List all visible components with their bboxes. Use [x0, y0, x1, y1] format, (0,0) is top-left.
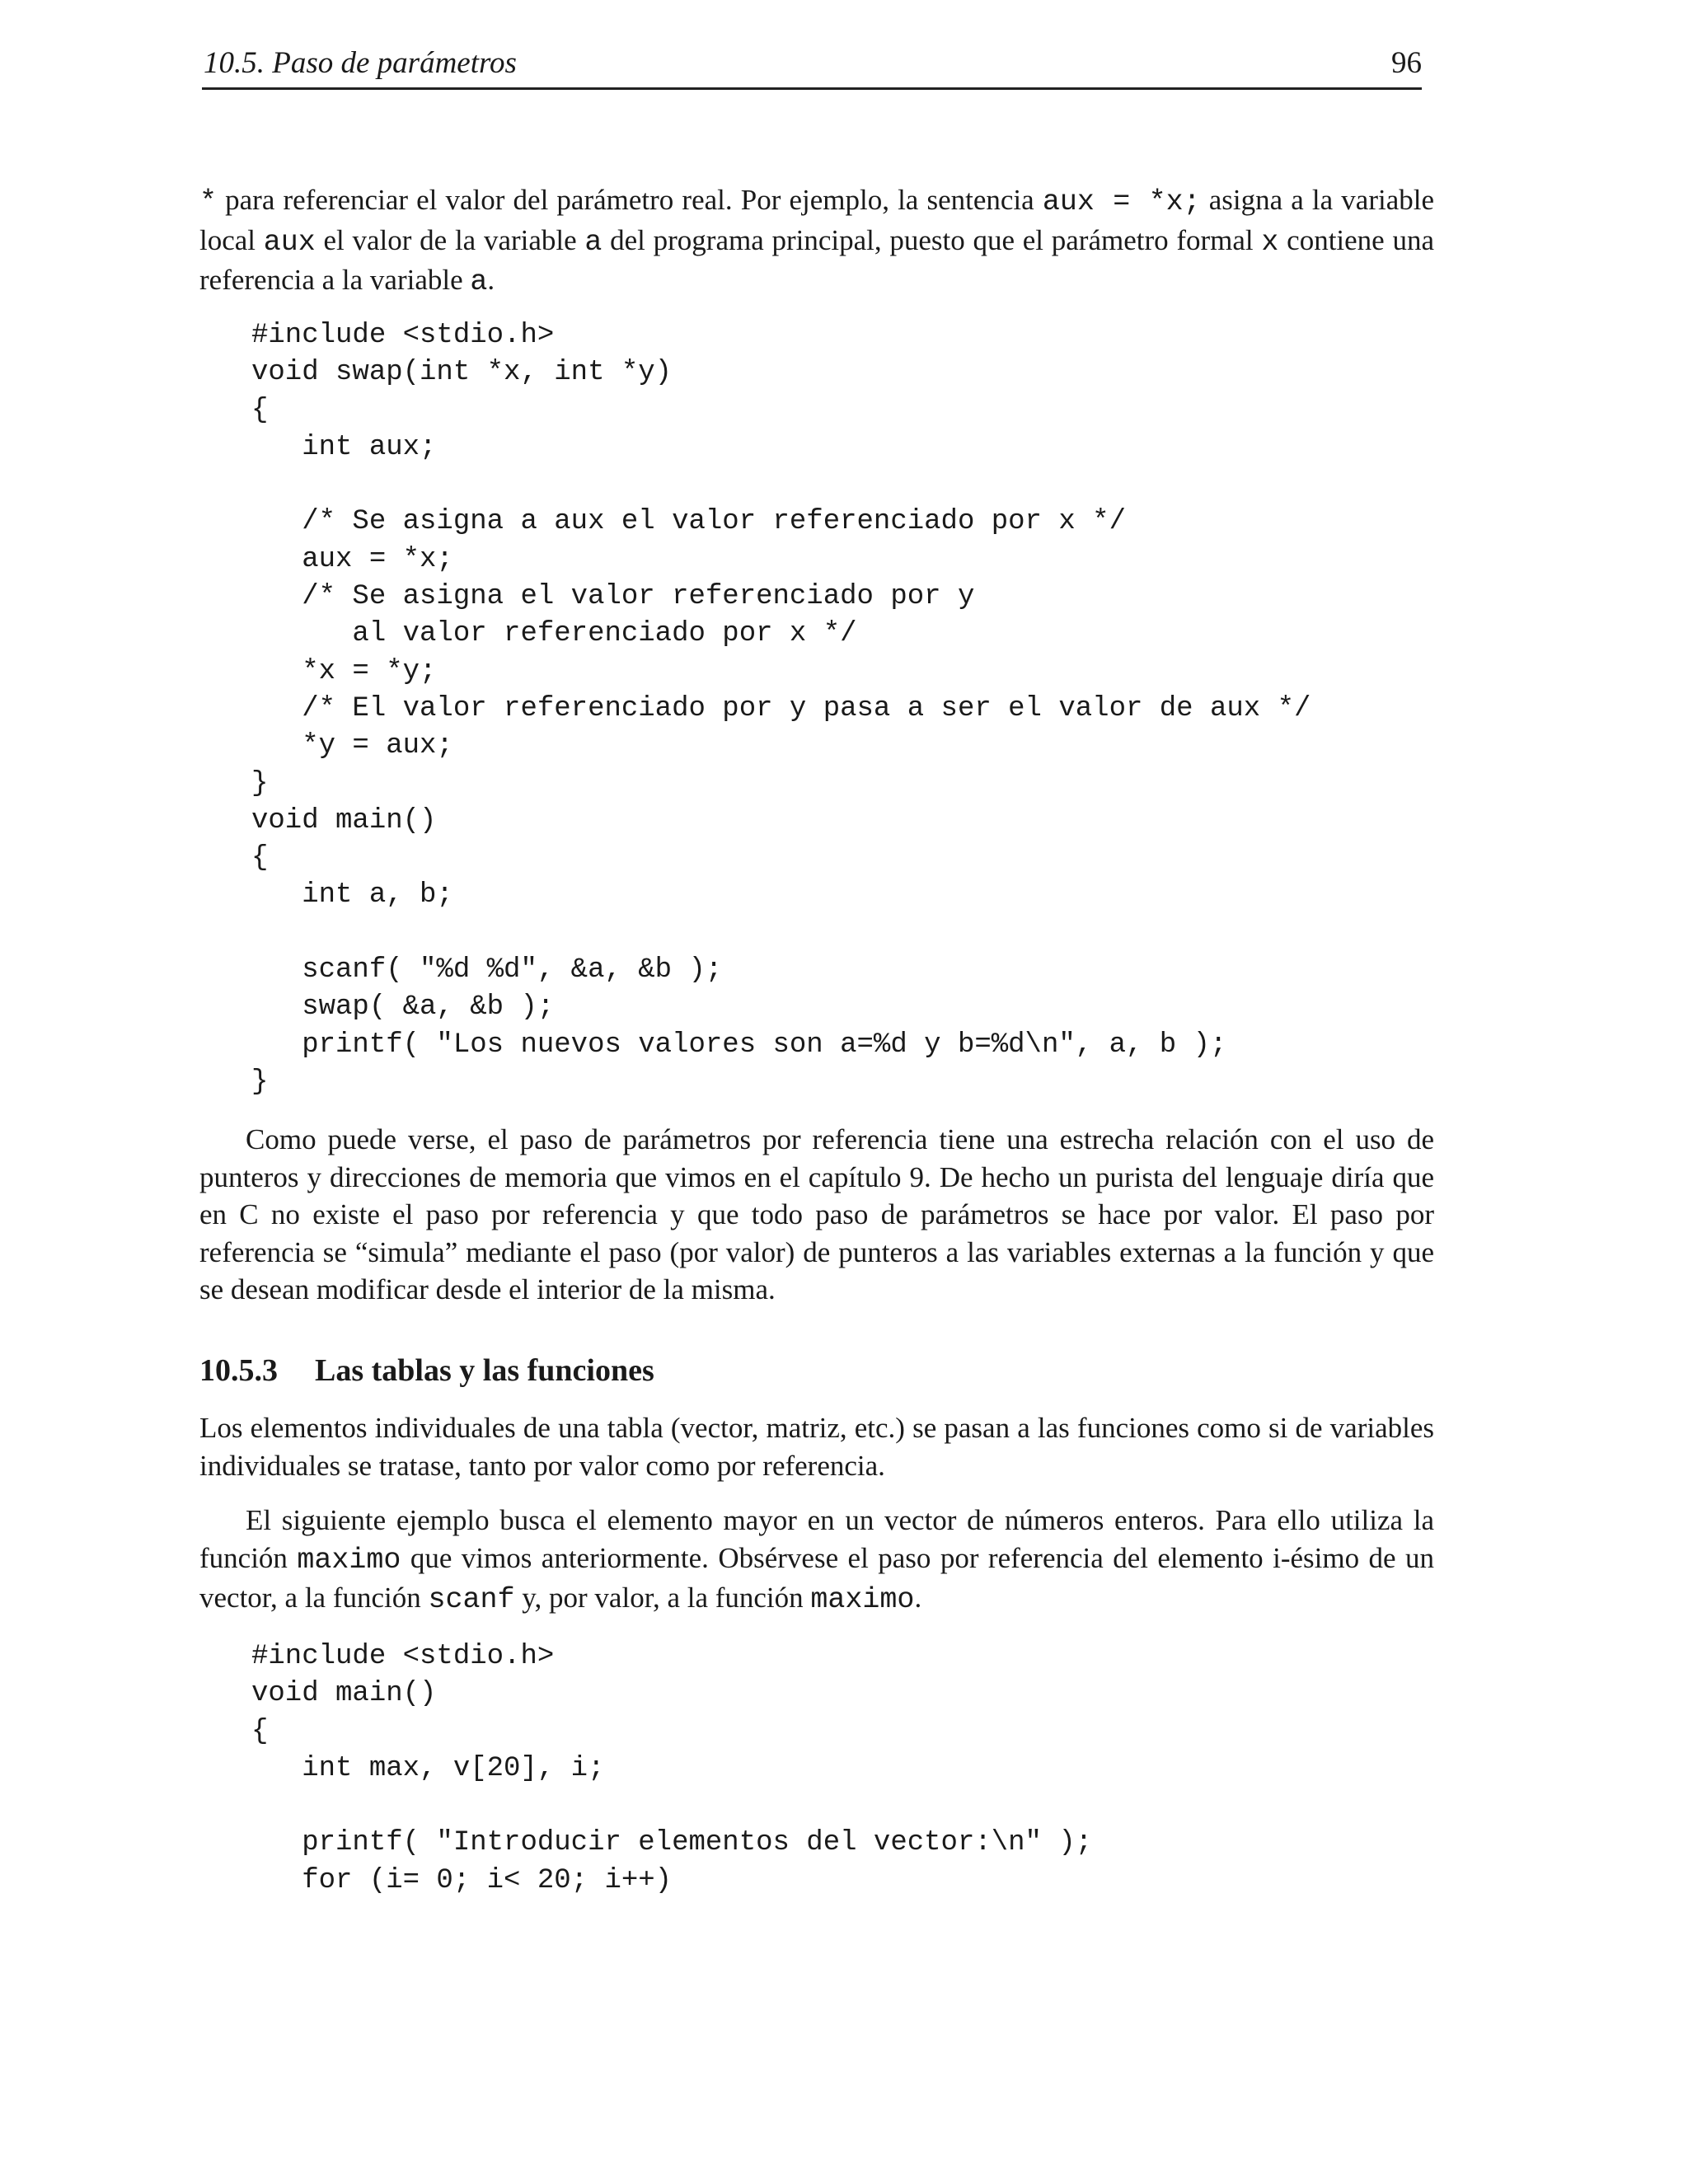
code-block-swap: #include <stdio.h> void swap(int *x, int *y) { int aux; /* Se asigna a aux el valor referenciado por x */ aux = *x; /* Se asigna el valor referenciado por y al valor referenciado por x */ *x = *y; /* El valor referenciado por y pasa a ser el valor de aux */ *y = aux; } void main() { int a, b; scanf( "%d %d", &a, &b ); swap( &a, &b ); printf( "Los nuevos valores son a=%d y b=%d\n", a, b ); } [251, 320, 1311, 1098]
inline-code: scanf [428, 1583, 515, 1616]
inline-code: maximo [297, 1543, 401, 1577]
text-span: . [914, 1582, 922, 1614]
inline-code: a [470, 265, 488, 298]
text-span: y, por valor, a la función [514, 1582, 811, 1614]
text-span: . [487, 264, 495, 296]
text-span: Como puede verse, el paso de parámetros por referencia tiene una estrecha relación con el uso de punteros y direcciones de memoria que vimos en el capítulo 9. De hecho un purista del lenguaje diría que en C no existe el paso por referencia y que todo paso de parámetros se hace por valor. El paso por referencia se “simula” mediante el paso (por valor) de punteros a las variables externas a la función y que se desean modificar desde el interior de la misma. [199, 1123, 1434, 1305]
code-block-maximo: #include <stdio.h> void main() { int max, v[20], i; printf( "Introducir elementos del vector:\n" ); for (i= 0; i< 20; i++) [251, 1641, 1093, 1896]
paragraph-example [199, 1502, 1434, 1619]
text-span: del programa principal, puesto que el parámetro formal [602, 223, 1262, 256]
text-span: El siguiente ejemplo busca el elemento mayor en un vector de números enteros. Para ello utiliza la función [199, 1504, 1434, 1574]
section-title: Las tablas y las funciones [315, 1353, 654, 1388]
section-heading [199, 1352, 654, 1390]
text-span: Los elementos individuales de una tabla (vector, matriz, etc.) se pasan a las funciones como si de variables individuales se tratase, tanto por valor como por referencia. [199, 1412, 1434, 1482]
inline-code: x [1261, 225, 1279, 259]
text-span: contiene una referencia a la variable [199, 223, 1434, 296]
paragraph-explanation [199, 1121, 1434, 1309]
text-span: el valor de la variable [315, 223, 585, 256]
inline-code: aux = *x; [1042, 185, 1201, 218]
text-span: para referenciar el valor del parámetro real. Por ejemplo, la sentencia [217, 184, 1043, 216]
inline-code: a [584, 225, 603, 259]
page-number: 96 [1391, 46, 1422, 80]
inline-code: aux [263, 225, 316, 259]
section-number: 10.5.3 [199, 1353, 278, 1388]
inline-code: maximo [810, 1583, 915, 1616]
paragraph-intro [199, 181, 1434, 302]
header-section-title: 10.5. Paso de parámetros [204, 46, 517, 80]
text-span: asigna a la variable local [199, 184, 1434, 256]
inline-code: * [199, 185, 218, 218]
running-header [202, 41, 1422, 90]
text-span: que vimos anteriormente. Obsérvese el paso por referencia del elemento i-ésimo de un vector, a la función [199, 1541, 1434, 1614]
paragraph-tables [199, 1409, 1434, 1484]
